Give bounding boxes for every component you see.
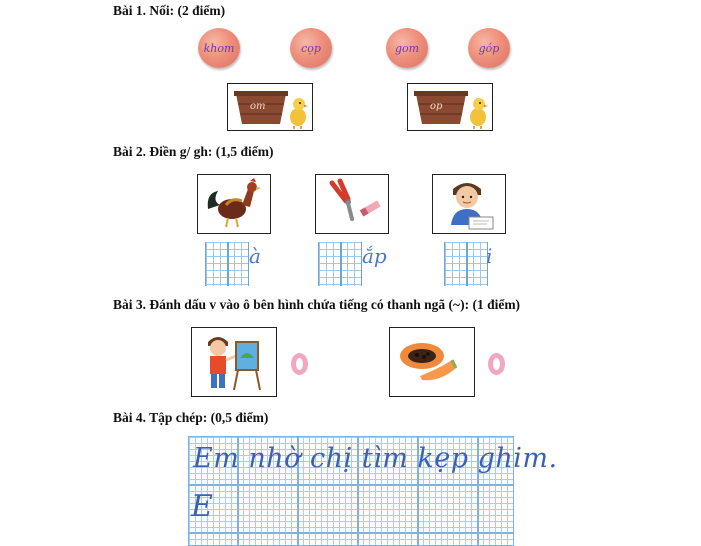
basket-label: om: [250, 101, 266, 112]
basket-icon: [228, 84, 312, 130]
pliers-icon: [316, 175, 388, 233]
chick-icon: [470, 98, 488, 129]
copy-start-letter: E: [191, 489, 213, 524]
copy-sentence: Em nhờ chị tìm kẹp ghim.: [193, 443, 558, 474]
papaya-picture: [389, 327, 475, 397]
checkbox-ring-2[interactable]: [488, 353, 505, 375]
painter-boy-icon: [192, 328, 276, 396]
ball-label: cọp: [301, 41, 321, 55]
painter-picture: [191, 327, 277, 397]
exercise-2-heading: Bài 2. Điền g/ gh: (1,5 điểm): [113, 144, 274, 159]
answer-cell-2[interactable]: [318, 242, 362, 286]
copy-writing-grid[interactable]: [188, 436, 558, 546]
rooster-picture: [197, 174, 271, 234]
checkbox-ring-1[interactable]: [291, 353, 308, 375]
syllable-ball-4[interactable]: [468, 28, 510, 68]
papaya-icon: [390, 328, 474, 396]
exercise-3-heading: Bài 3. Đánh dấu v vào ô bên hình chứa tiếng có thanh ngã (~): (1 điểm): [113, 297, 521, 312]
boy-writing-icon: [433, 175, 505, 233]
answer-cell-3[interactable]: [444, 242, 488, 286]
ball-label: khom: [203, 41, 235, 55]
basket-card-1[interactable]: [227, 83, 313, 131]
pliers-picture: [315, 174, 389, 234]
word-ending-2: ắp: [362, 244, 387, 268]
syllable-ball-1[interactable]: [198, 28, 240, 68]
word-ending-3: i: [486, 244, 493, 268]
word-ending-1: à: [249, 244, 261, 268]
boy-writing-picture: [432, 174, 506, 234]
ball-label: gom: [394, 41, 420, 55]
syllable-ball-3[interactable]: [386, 28, 428, 68]
exercise-1-heading: Bài 1. Nối: (2 điểm): [113, 3, 226, 18]
basket-icon: [408, 84, 492, 130]
exercise-4-heading: Bài 4. Tập chép: (0,5 điểm): [113, 410, 269, 425]
chick-icon: [290, 98, 308, 129]
basket-label: op: [430, 101, 443, 112]
rooster-icon: [198, 175, 270, 233]
basket-card-2[interactable]: [407, 83, 493, 131]
answer-cell-1[interactable]: [205, 242, 249, 286]
syllable-ball-2[interactable]: [290, 28, 332, 68]
ball-label: góp: [478, 41, 500, 55]
